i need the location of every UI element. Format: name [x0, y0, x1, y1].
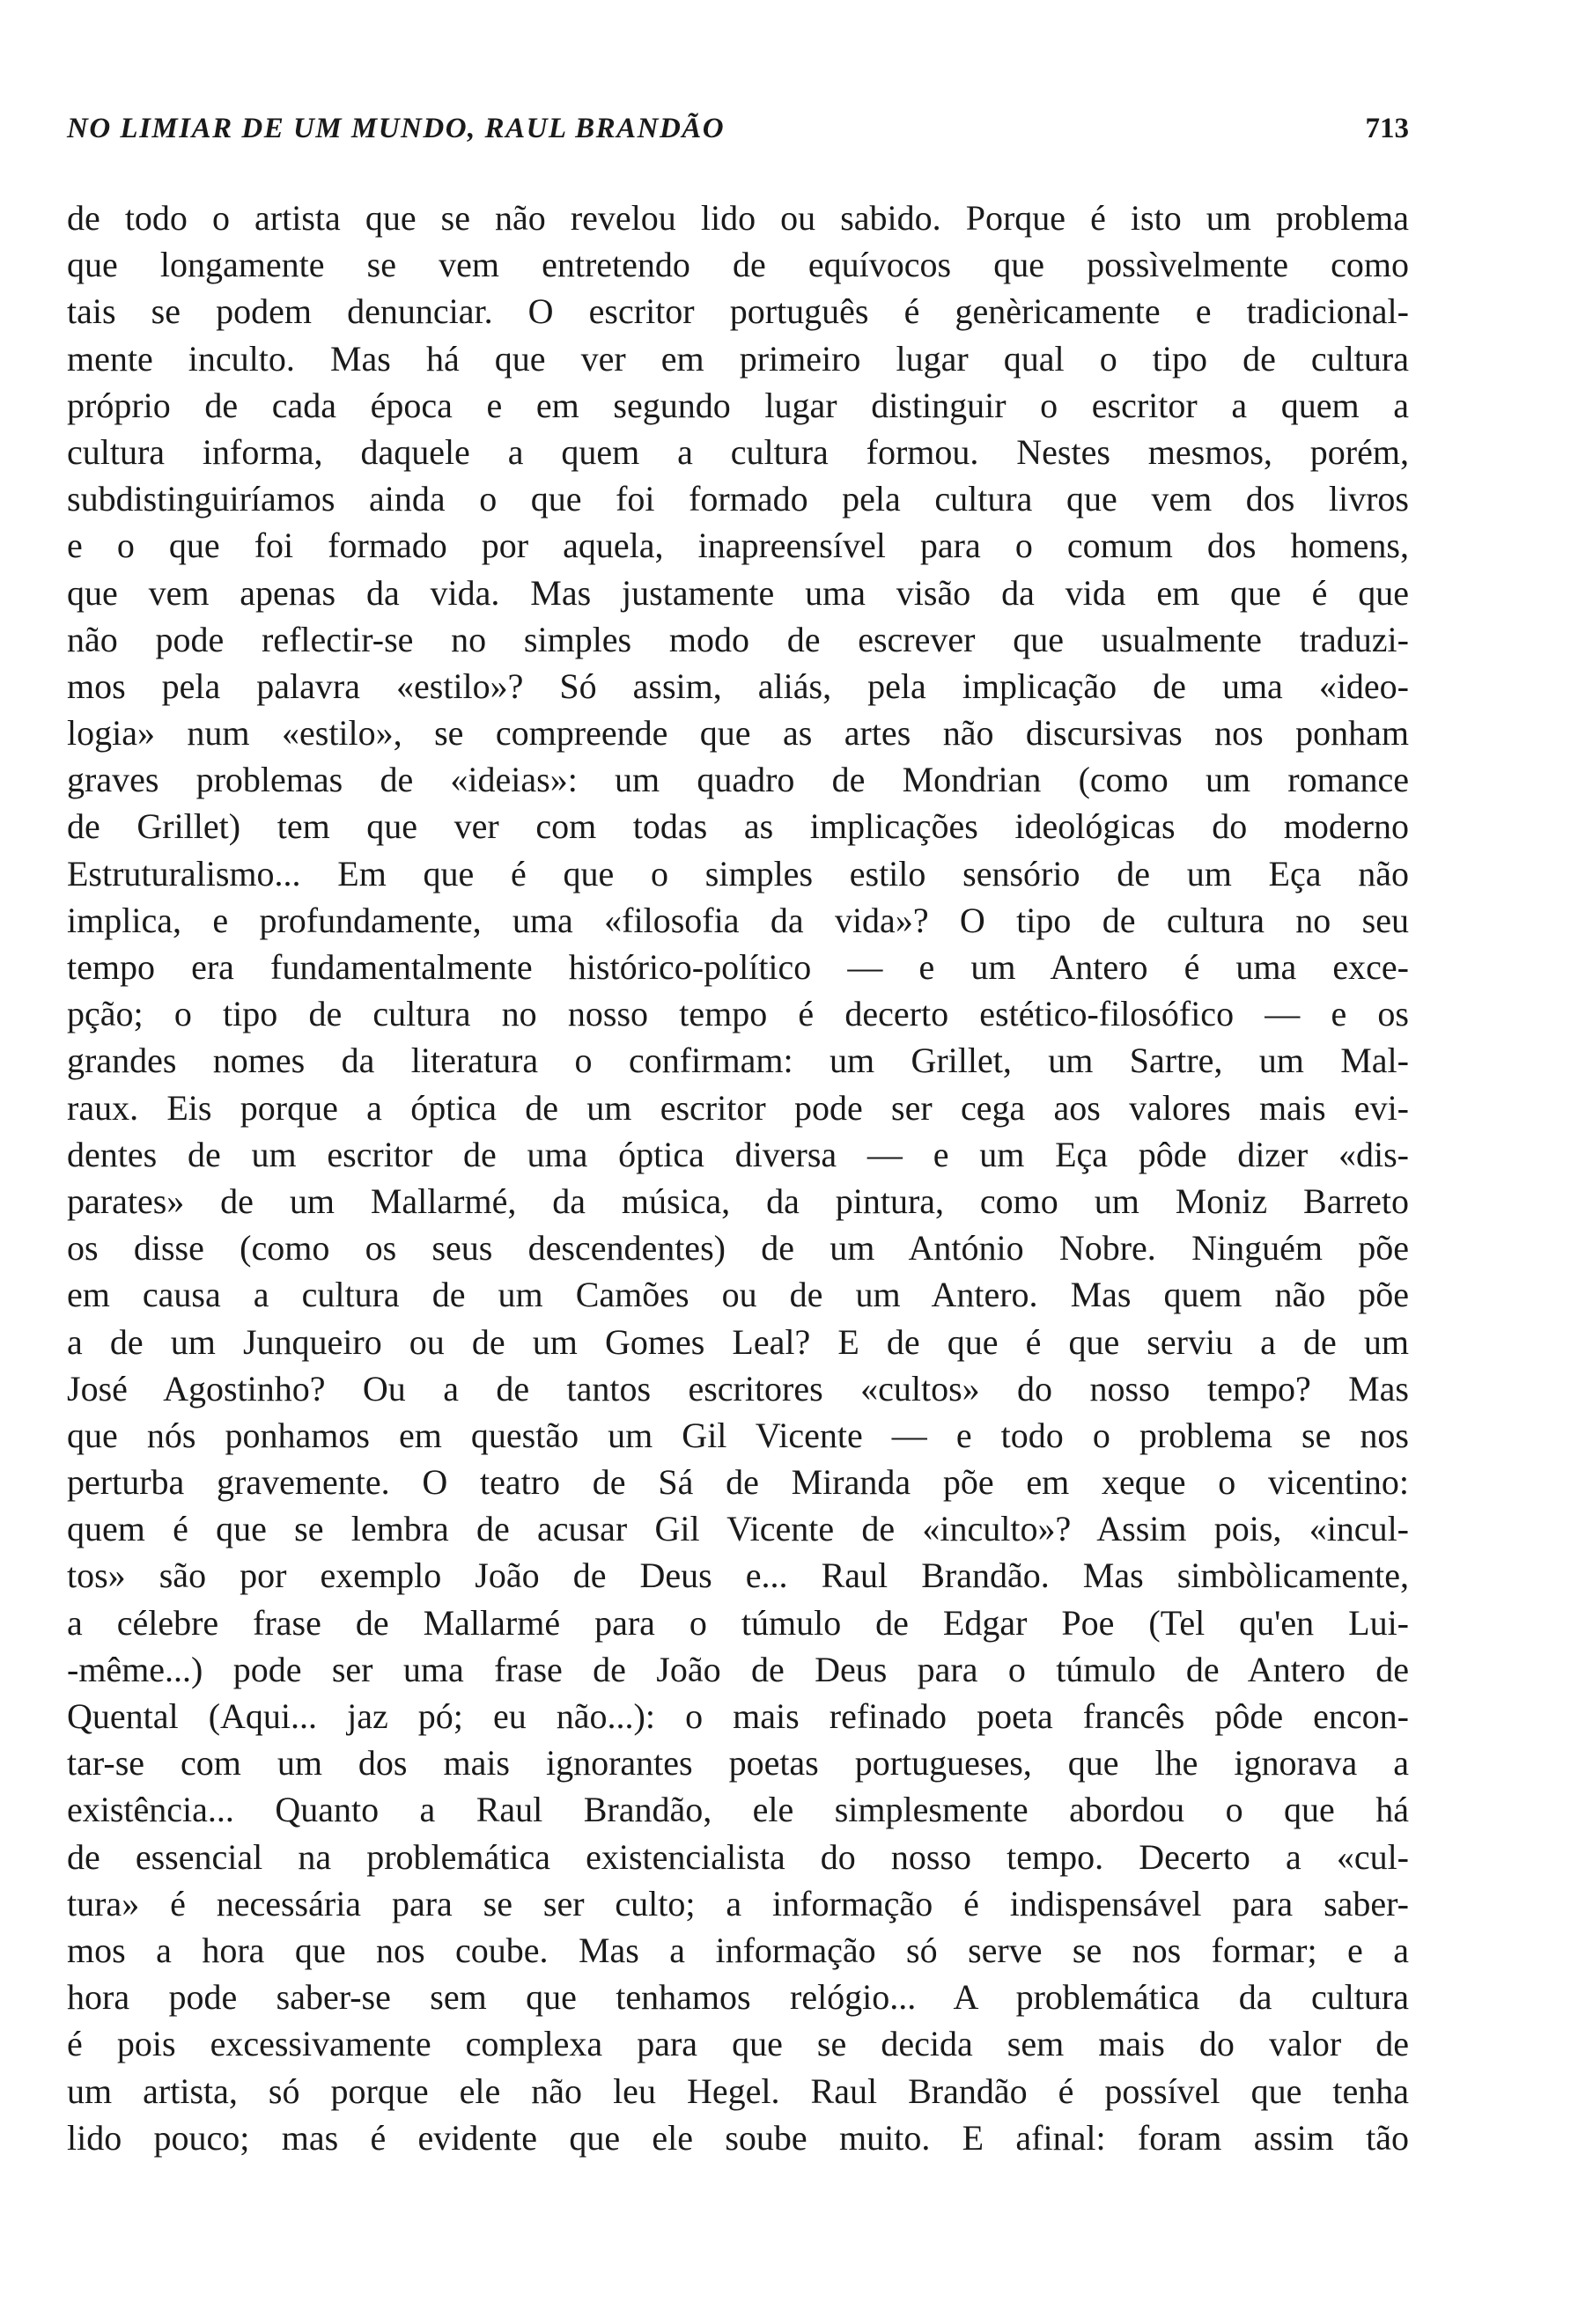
text-line: não pode reflectir-se no simples modo de escrever que usualmente traduzi-	[67, 619, 1409, 659]
text-line: de Grillet) tem que ver com todas as implicações ideológicas do moderno	[67, 806, 1409, 847]
text-line: um artista, só porque ele não leu Hegel. Raul Brandão é possível que tenha	[67, 2070, 1409, 2111]
text-line: pção; o tipo de cultura no nosso tempo é decerto estético-filosófico — e os	[67, 994, 1409, 1034]
text-line: logia» num «estilo», se compreende que as artes não discursivas nos ponham	[67, 713, 1409, 754]
text-line: próprio de cada época e em segundo lugar distinguir o escritor a quem a	[67, 385, 1409, 425]
text-line: cultura informa, daquele a quem a cultura formou. Nestes mesmos, porém,	[67, 431, 1409, 472]
text-line: a de um Junqueiro ou de um Gomes Leal? E de que é que serviu a de um	[67, 1321, 1409, 1362]
text-line: mente inculto. Mas há que ver em primeiro lugar qual o tipo de cultura	[67, 338, 1409, 379]
text-line: de todo o artista que se não revelou lido ou sabido. Porque é isto um problema	[67, 198, 1409, 238]
body-text	[67, 195, 1409, 2161]
text-line: subdistinguiríamos ainda o que foi formado pela cultura que vem dos livros	[67, 479, 1409, 519]
text-line: José Agostinho? Ou a de tantos escritores «cultos» do nosso tempo? Mas	[67, 1368, 1409, 1408]
text-line: em causa a cultura de um Camões ou de um Antero. Mas quem não põe	[67, 1275, 1409, 1315]
text-line: que longamente se vem entretendo de equívocos que possìvelmente como	[67, 245, 1409, 285]
text-line: que vem apenas da vida. Mas justamente uma visão da vida em que é que	[67, 572, 1409, 613]
text-line: tura» é necessária para se ser culto; a informação é indispensável para saber-	[67, 1883, 1409, 1923]
text-line: lido pouco; mas é evidente que ele soube muito. E afinal: foram assim tão	[67, 2117, 1409, 2158]
text-line: de essencial na problemática existencialista do nosso tempo. Decerto a «cul-	[67, 1836, 1409, 1877]
text-line: tos» são por exemplo João de Deus e... Raul Brandão. Mas simbòlicamente,	[67, 1555, 1409, 1596]
text-line: grandes nomes da literatura o confirmam: um Grillet, um Sartre, um Mal-	[67, 1041, 1409, 1081]
text-line: graves problemas de «ideias»: um quadro de Mondrian (como um romance	[67, 760, 1409, 800]
running-title: NO LIMIAR DE UM MUNDO, RAUL BRANDÃO	[67, 113, 726, 144]
text-line: mos a hora que nos coube. Mas a informação só serve se nos formar; e a	[67, 1930, 1409, 1970]
text-line: quem é que se lembra de acusar Gil Vicente de «inculto»? Assim pois, «incul-	[67, 1509, 1409, 1549]
text-line: e o que foi formado por aquela, inapreensível para o comum dos homens,	[67, 526, 1409, 566]
text-line: -même...) pode ser uma frase de João de Deus para o túmulo de Antero de	[67, 1649, 1409, 1689]
text-line: parates» de um Mallarmé, da música, da pintura, como um Moniz Barreto	[67, 1180, 1409, 1221]
text-line: tempo era fundamentalmente histórico-político — e um Antero é uma exce-	[67, 947, 1409, 987]
text-line: existência... Quanto a Raul Brandão, ele simplesmente abordou o que há	[67, 1790, 1409, 1830]
text-line: implica, e profundamente, uma «filosofia da vida»? O tipo de cultura no seu	[67, 900, 1409, 940]
text-line: perturba gravemente. O teatro de Sá de Miranda põe em xeque o vicentino:	[67, 1462, 1409, 1503]
text-line: é pois excessivamente complexa para que se decida sem mais do valor de	[67, 2024, 1409, 2064]
text-line: Estruturalismo... Em que é que o simples estilo sensório de um Eça não	[67, 853, 1409, 894]
running-head	[67, 113, 1409, 155]
text-line: que nós ponhamos em questão um Gil Vicente — e todo o problema se nos	[67, 1415, 1409, 1455]
text-line: tais se podem denunciar. O escritor português é genèricamente e tradicional-	[67, 291, 1409, 332]
text-line: os disse (como os seus descendentes) de um António Nobre. Ninguém põe	[67, 1228, 1409, 1269]
text-line: raux. Eis porque a óptica de um escritor pode ser cega aos valores mais evi-	[67, 1087, 1409, 1128]
text-line: hora pode saber-se sem que tenhamos relógio... A problemática da cultura	[67, 1977, 1409, 2018]
text-line: a célebre frase de Mallarmé para o túmulo de Edgar Poe (Tel qu'en Lui-	[67, 1602, 1409, 1643]
text-line: Quental (Aqui... jaz pó; eu não...): o mais refinado poeta francês pôde encon-	[67, 1696, 1409, 1736]
text-line: dentes de um escritor de uma óptica diversa — e um Eça pôde dizer «dis-	[67, 1134, 1409, 1174]
text-line: tar-se com um dos mais ignorantes poetas portugueses, que lhe ignorava a	[67, 1743, 1409, 1783]
page-number: 713	[1365, 113, 1409, 144]
text-line: mos pela palavra «estilo»? Só assim, aliás, pela implicação de uma «ideo-	[67, 666, 1409, 706]
